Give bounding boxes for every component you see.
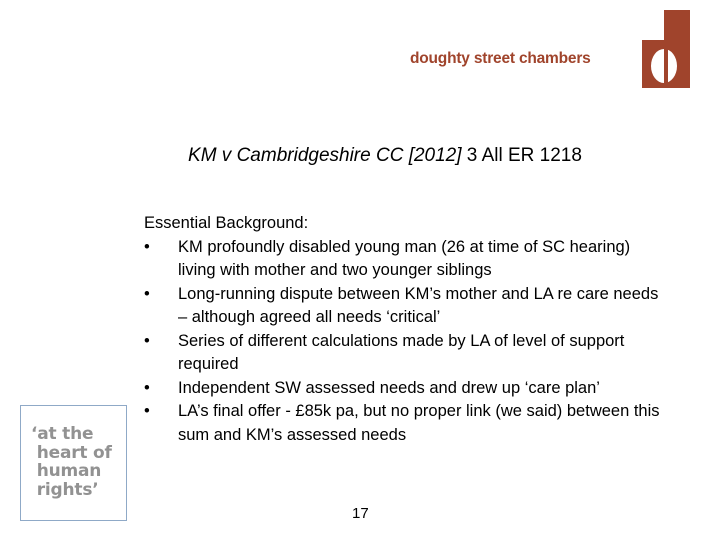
bullet-item (144, 377, 664, 401)
bullet-item (144, 400, 664, 447)
bullet-text: Series of different calculations made by LA of level of support required (178, 331, 625, 373)
page-number: 17 (352, 505, 369, 522)
slide-content (144, 212, 664, 447)
background-heading: Essential Background: (144, 214, 309, 232)
doughty-street-logo (642, 10, 690, 88)
bullet-marker: • (144, 284, 150, 303)
slide-title (0, 145, 720, 167)
bullet-text: Independent SW assessed needs and drew up ‘care plan’ (178, 378, 600, 397)
bullet-text: LA’s final offer - £85k pa, but no proper link (we said) between this sum and KM’s assessed needs (178, 402, 660, 444)
tagline-box (20, 405, 127, 521)
brand-wordmark: doughty street chambers (410, 50, 591, 67)
background-bullet-list (144, 236, 664, 448)
case-name: KM v Cambridgeshire CC [2012] (188, 145, 462, 166)
bullet-item (144, 330, 664, 377)
bullet-marker: • (144, 331, 150, 350)
bullet-item (144, 236, 664, 283)
bullet-marker: • (144, 237, 150, 256)
bullet-text: KM profoundly disabled young man (26 at time of SC hearing) living with mother and two younger siblings (178, 237, 631, 279)
bullet-text: Long-running dispute between KM’s mother and LA re care needs – although agreed all needs ‘critical’ (178, 284, 659, 326)
case-citation: 3 All ER 1218 (461, 145, 582, 166)
tagline-text: ‘at the heart of human rights’ (31, 424, 112, 500)
bullet-item (144, 283, 664, 330)
bullet-marker: • (144, 402, 150, 420)
bullet-marker: • (144, 378, 150, 397)
